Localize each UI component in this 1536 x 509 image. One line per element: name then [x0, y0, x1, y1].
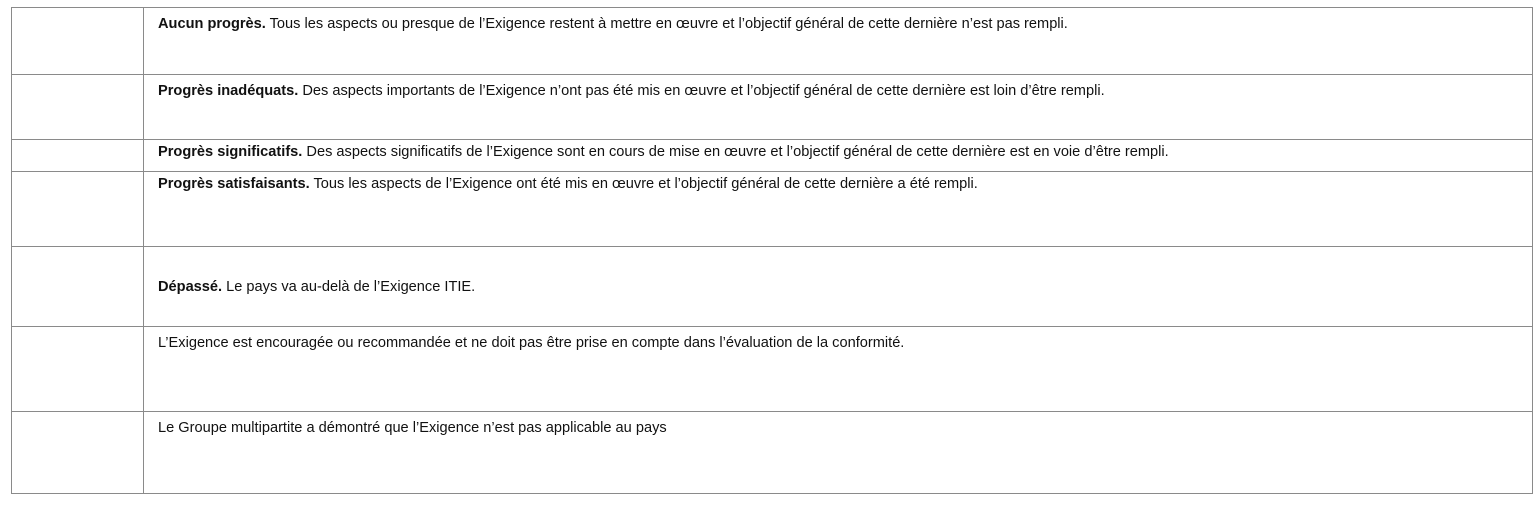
legend-lead: Dépassé.	[158, 278, 223, 295]
swatch-cell	[12, 140, 144, 172]
legend-description	[144, 412, 1533, 494]
swatch-cell	[12, 8, 144, 75]
swatch-cell	[12, 247, 144, 327]
legend-text: Des aspects significatifs de l’Exigence sont en cours de mise en œuvre et l’objectif général de cette dernière est en voie d’être rempli.	[302, 144, 1169, 160]
legend-description	[144, 8, 1533, 75]
legend-row-no-progress	[12, 8, 1533, 75]
legend-row-not-applicable	[12, 412, 1533, 494]
legend-text: L’Exigence est encouragée ou recommandée et ne doit pas être prise en compte dans l’évaluation de la conformité.	[158, 335, 905, 351]
legend-text: Tous les aspects ou presque de l’Exigence restent à mettre en œuvre et l’objectif général de cette dernière n’est pas rempli.	[265, 16, 1068, 32]
legend-lead: Aucun progrès.	[158, 16, 266, 32]
legend-lead: Progrès significatifs.	[158, 144, 303, 160]
legend-text: Le Groupe multipartite a démontré que l’Exigence n’est pas applicable au pays	[158, 420, 667, 436]
legend-row-encouraged	[12, 327, 1533, 412]
swatch-cell	[12, 327, 144, 412]
legend-lead: Progrès inadéquats.	[158, 83, 299, 99]
legend-description	[144, 327, 1533, 412]
legend-description	[144, 172, 1533, 247]
legend-row-meaningful-progress	[12, 140, 1533, 172]
legend-text: Tous les aspects de l’Exigence ont été mis en œuvre et l’objectif général de cette dernière a été rempli.	[309, 176, 978, 192]
swatch-cell	[12, 75, 144, 140]
legend-description	[144, 247, 1533, 327]
legend-row-satisfactory-progress	[12, 172, 1533, 247]
legend-row-exceeded	[12, 247, 1533, 327]
legend-description	[144, 75, 1533, 140]
legend-row-inadequate-progress	[12, 75, 1533, 140]
legend-text: Des aspects importants de l’Exigence n’ont pas été mis en œuvre et l’objectif général de cette dernière est loin d’être rempli.	[298, 83, 1105, 99]
legend-lead: Progrès satisfaisants.	[158, 176, 310, 192]
progress-legend-table	[11, 7, 1533, 494]
swatch-cell	[12, 172, 144, 247]
legend-description	[144, 140, 1533, 172]
swatch-cell	[12, 412, 144, 494]
legend-text: Le pays va au-delà de l’Exigence ITIE.	[222, 278, 476, 295]
